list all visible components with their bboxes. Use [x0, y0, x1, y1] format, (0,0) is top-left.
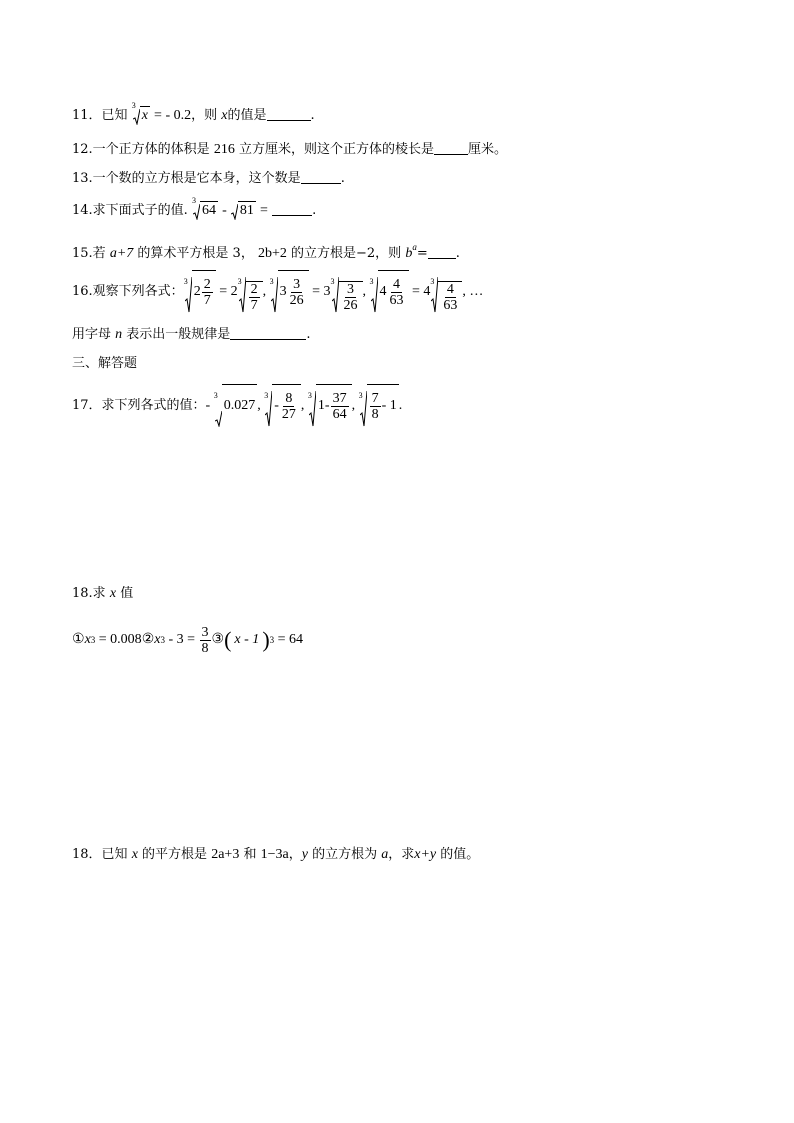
- section-title: 三、解答题: [72, 356, 138, 371]
- answer-blank[interactable]: [434, 140, 468, 155]
- cube-root-1-minus-37-64: 3 1- $\frac{37}{64}$: [308, 384, 352, 427]
- equation-2: 3 3 $\frac{3}{26}$ = 3 3 $\frac{3}{26}$ ,: [270, 270, 370, 313]
- question-11: 11．已知 3 x = - 0.2，则 x的值是 .: [72, 101, 315, 123]
- answer-blank[interactable]: [272, 201, 312, 216]
- answer-blank[interactable]: [267, 106, 311, 121]
- question-17: 17．求下列各式的值： - 3 0.027 , 3 - $\frac{8}{27}$ , 3 1- $\frac{37}{64}$ , 3 $\frac{7}{8}$ - 1 .: [72, 384, 402, 427]
- question-18-title: 18.求 x 值: [72, 586, 134, 601]
- answer-blank[interactable]: [301, 169, 341, 184]
- cube-root-64: 3 64: [191, 196, 216, 218]
- observed-equations: [184, 270, 470, 313]
- answer-blank[interactable]: [230, 325, 306, 340]
- question-13: 13.一个数的立方根是它本身，这个数是 .: [72, 171, 345, 186]
- answer-blank[interactable]: [428, 244, 456, 259]
- square-root-81: 81: [231, 201, 256, 220]
- cube-root-0027: 3 0.027: [214, 384, 258, 427]
- q11-label: 11．已知: [72, 108, 128, 123]
- equation-3: 3 4 $\frac{4}{63}$ = 4 3 $\frac{4}{63}$ ,: [370, 270, 470, 313]
- cube-root-x: 3 x: [131, 101, 148, 123]
- question-14: 14.求下面式子的值. 3 64 - 81 = .: [72, 196, 317, 218]
- question-16-rule: 用字母 n 表示出一般规律是 .: [72, 327, 311, 342]
- cube-root-neg-8-27: 3 - $\frac{8}{27}$: [264, 384, 301, 427]
- question-18-second: 18．已知 x 的平方根是 2a+3 和 1−3a，y 的立方根为 a，求x+y 的值。: [72, 847, 480, 862]
- equation-1: 3 2 $\frac{2}{7}$ = 2 3 $\frac{2}{7}$ ,: [184, 270, 270, 313]
- cube-root-7-8-minus-1: 3 $\frac{7}{8}$ - 1: [359, 384, 399, 427]
- question-16: 16.观察下列各式： 3 2 $\frac{2}{7}$ = 2 3 $\frac{2}{7}$ , 3 3 $\frac{3}{26}$ = 3 3 $\frac{3}{26}$ , 3 4 $\frac{4}{63}$ = 4 3 $\frac{4}{63}$ , …: [72, 270, 483, 313]
- question-18-equations: ① x 3 = 0.008 ② x 3 - 3 = $\frac{3}{8}$ ③ ( x - 1 ) 3 = 64: [72, 624, 304, 656]
- question-15: 15.若 a+7 的算术平方根是 3， 2b+2 的立方根是−2，则 $b^a=$ .: [72, 242, 460, 261]
- question-12: 12.一个正方体的体积是 216 立方厘米，则这个正方体的棱长是 厘米。: [72, 142, 507, 157]
